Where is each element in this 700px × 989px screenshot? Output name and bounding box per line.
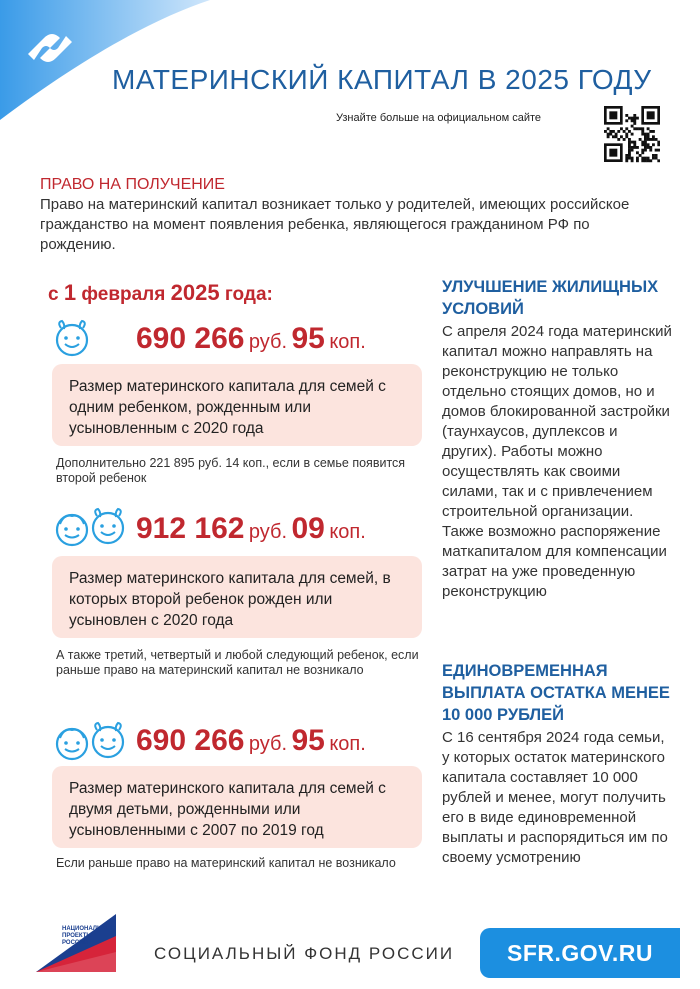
amount-1-rub: 690 266: [136, 322, 245, 355]
amount-3: [136, 724, 366, 758]
amount-3-rub-unit: руб.: [248, 733, 288, 755]
housing-text: С апреля 2024 года материнский капитал можно направлять на реконструкцию не только отдельно стоящих домов, но и домов блокированной застройки (таунхаусов, дуплексов и других). Работы можно осуществлять как своими силами, так и с привлечением строительной организации. Также возможно распоряжение маткапиталом для компенсации затрат на уже проведенную реконструкцию: [442, 323, 672, 600]
amount-2-rub-unit: руб.: [248, 521, 288, 543]
child-face-girl-icon: [88, 506, 128, 546]
amount-3-kop-unit: коп.: [329, 733, 366, 755]
amount-3-rub: 690 266: [136, 724, 245, 757]
note-1: Дополнительно 221 895 руб. 14 коп., если в семье появится второй ребенок: [56, 456, 406, 485]
rights-text: Право на материнский капитал возникает только у родителей, имеющих российское гражданство на момент появления ребенка, являющегося гражданином РФ по рождению.: [40, 196, 630, 253]
child-face-girl-icon: [88, 720, 128, 760]
from-date-suffix: года:: [224, 284, 273, 305]
lump-text: С 16 сентября 2024 года семьи, у которых остаток материнского капитала составляет 10 000 рублей и менее, могут получить его в виде единовременной выплаты и распорядиться им по своему усмотрению: [442, 729, 668, 866]
site-hint: Узнайте больше на официальном сайте: [336, 112, 542, 124]
amount-2-kop: 09: [291, 512, 325, 545]
lump-heading: ЕДИНОВРЕМЕННАЯ ВЫПЛАТА ОСТАТКА МЕНЕЕ 10 000 РУБЛЕЙ: [442, 662, 670, 724]
amount-1-kop: 95: [291, 322, 325, 355]
card-3: Размер материнского капитала для семей с двумя детьми, рожденными или усыновленными с 2007 по 2019 год: [52, 766, 422, 848]
card-2: Размер материнского капитала для семей, в которых второй ребенок рожден или усыновлен с 2020 года: [52, 556, 422, 638]
qr-code-icon[interactable]: [604, 106, 660, 166]
child-face-boy-icon: [52, 722, 92, 762]
from-date-month: февраля: [81, 284, 166, 305]
amount-1-kop-unit: коп.: [329, 331, 366, 353]
amount-2-rub: 912 162: [136, 512, 245, 545]
svg-text:РОССИИ: РОССИИ: [62, 940, 88, 946]
housing-heading: УЛУЧШЕНИЕ ЖИЛИЩНЫХ УСЛОВИЙ: [442, 278, 659, 318]
from-date-day: 1: [63, 280, 77, 305]
amount-1-rub-unit: руб.: [248, 331, 288, 353]
national-projects-logo: [36, 914, 116, 972]
note-3: Если раньше право на материнский капитал не возникало: [56, 856, 396, 870]
from-date-year: 2025: [170, 280, 220, 305]
note-2: А также третий, четвертый и любой следующий ребенок, если раньше право на материнский капитал не возникало: [56, 648, 419, 677]
footer-org: СОЦИАЛЬНЫЙ ФОНД РОССИИ: [154, 944, 455, 963]
from-date-prefix: с: [48, 284, 59, 305]
amount-3-kop: 95: [291, 724, 325, 757]
rights-heading: ПРАВО НА ПОЛУЧЕНИЕ: [40, 176, 225, 193]
amount-2: [136, 512, 366, 546]
from-date: [48, 280, 273, 306]
svg-text:ПРОЕКТЫ: ПРОЕКТЫ: [62, 933, 93, 939]
svg-text:НАЦИОНАЛЬНЫЕ: НАЦИОНАЛЬНЫЕ: [62, 926, 116, 932]
sfr-logo-icon: [22, 20, 78, 76]
amount-2-kop-unit: коп.: [329, 521, 366, 543]
amount-1: [136, 322, 366, 356]
site-link-button[interactable]: SFR.GOV.RU: [480, 928, 680, 978]
child-face-girl-icon: [52, 318, 92, 358]
child-face-boy-icon: [52, 508, 92, 548]
page-title: МАТЕРИНСКИЙ КАПИТАЛ В 2025 ГОДУ: [112, 64, 652, 95]
card-1: Размер материнского капитала для семей с одним ребенком, рожденным или усыновленным с 2020 года: [52, 364, 422, 446]
